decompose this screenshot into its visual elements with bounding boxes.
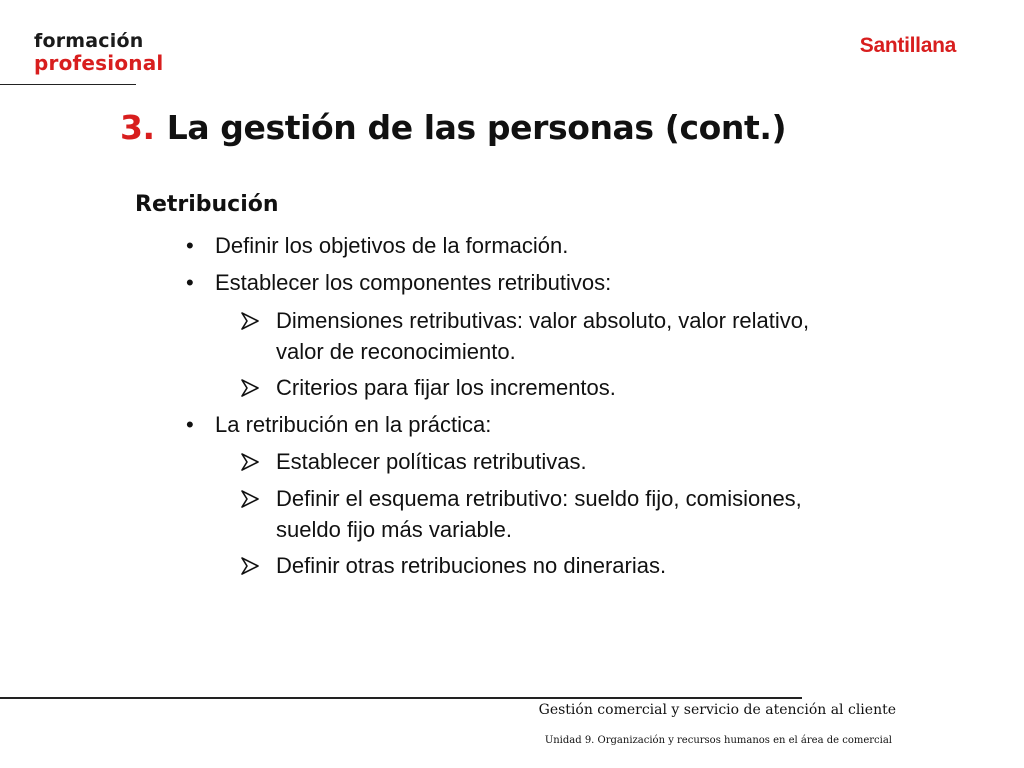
- arrow-bullet-icon: [240, 379, 260, 397]
- list-item-text: La retribución en la práctica:: [215, 412, 492, 437]
- arrow-bullet-icon: [240, 312, 260, 330]
- logo-line-profesional: profesional: [34, 51, 164, 75]
- footer-course-title: Gestión comercial y servicio de atención al cliente: [538, 702, 896, 718]
- list-item-text: Definir otras retribuciones no dinerarias.: [276, 553, 667, 578]
- arrow-bullet-icon: [240, 453, 260, 471]
- list-item-text: Criterios para fijar los incrementos.: [276, 375, 616, 400]
- section-heading: Retribución: [135, 192, 279, 217]
- list-item-text: Dimensiones retributivas: valor absoluto, valor relativo, valor de reconocimiento.: [276, 308, 810, 364]
- list-item-text: Establecer los componentes retributivos:: [215, 270, 612, 295]
- logo-line-formacion: formación: [34, 30, 144, 52]
- footer-unit-title: Unidad 9. Organización y recursos humanos en el área de comercial: [544, 735, 892, 746]
- bullet-dot-icon: •: [186, 412, 194, 437]
- list-item-text: Establecer políticas retributivas.: [276, 449, 587, 474]
- arrow-bullet-icon: [240, 557, 260, 575]
- title-number: 3.: [120, 108, 155, 147]
- santillana-logo: Santillana: [859, 34, 956, 57]
- bullet-dot-icon: •: [186, 233, 194, 258]
- arrow-bullet-icon: [240, 490, 260, 508]
- logo-divider: [0, 84, 136, 85]
- formacion-profesional-logo: [34, 30, 163, 74]
- list-item-text: Definir los objetivos de la formación.: [215, 233, 569, 258]
- list-item-text: Definir el esquema retributivo: sueldo fijo, comisiones, sueldo fijo más variable.: [276, 486, 802, 542]
- title-text: La gestión de las personas (cont.): [166, 108, 787, 147]
- footer-divider: [0, 697, 802, 699]
- bullet-dot-icon: •: [186, 270, 194, 295]
- slide-title: [120, 108, 786, 147]
